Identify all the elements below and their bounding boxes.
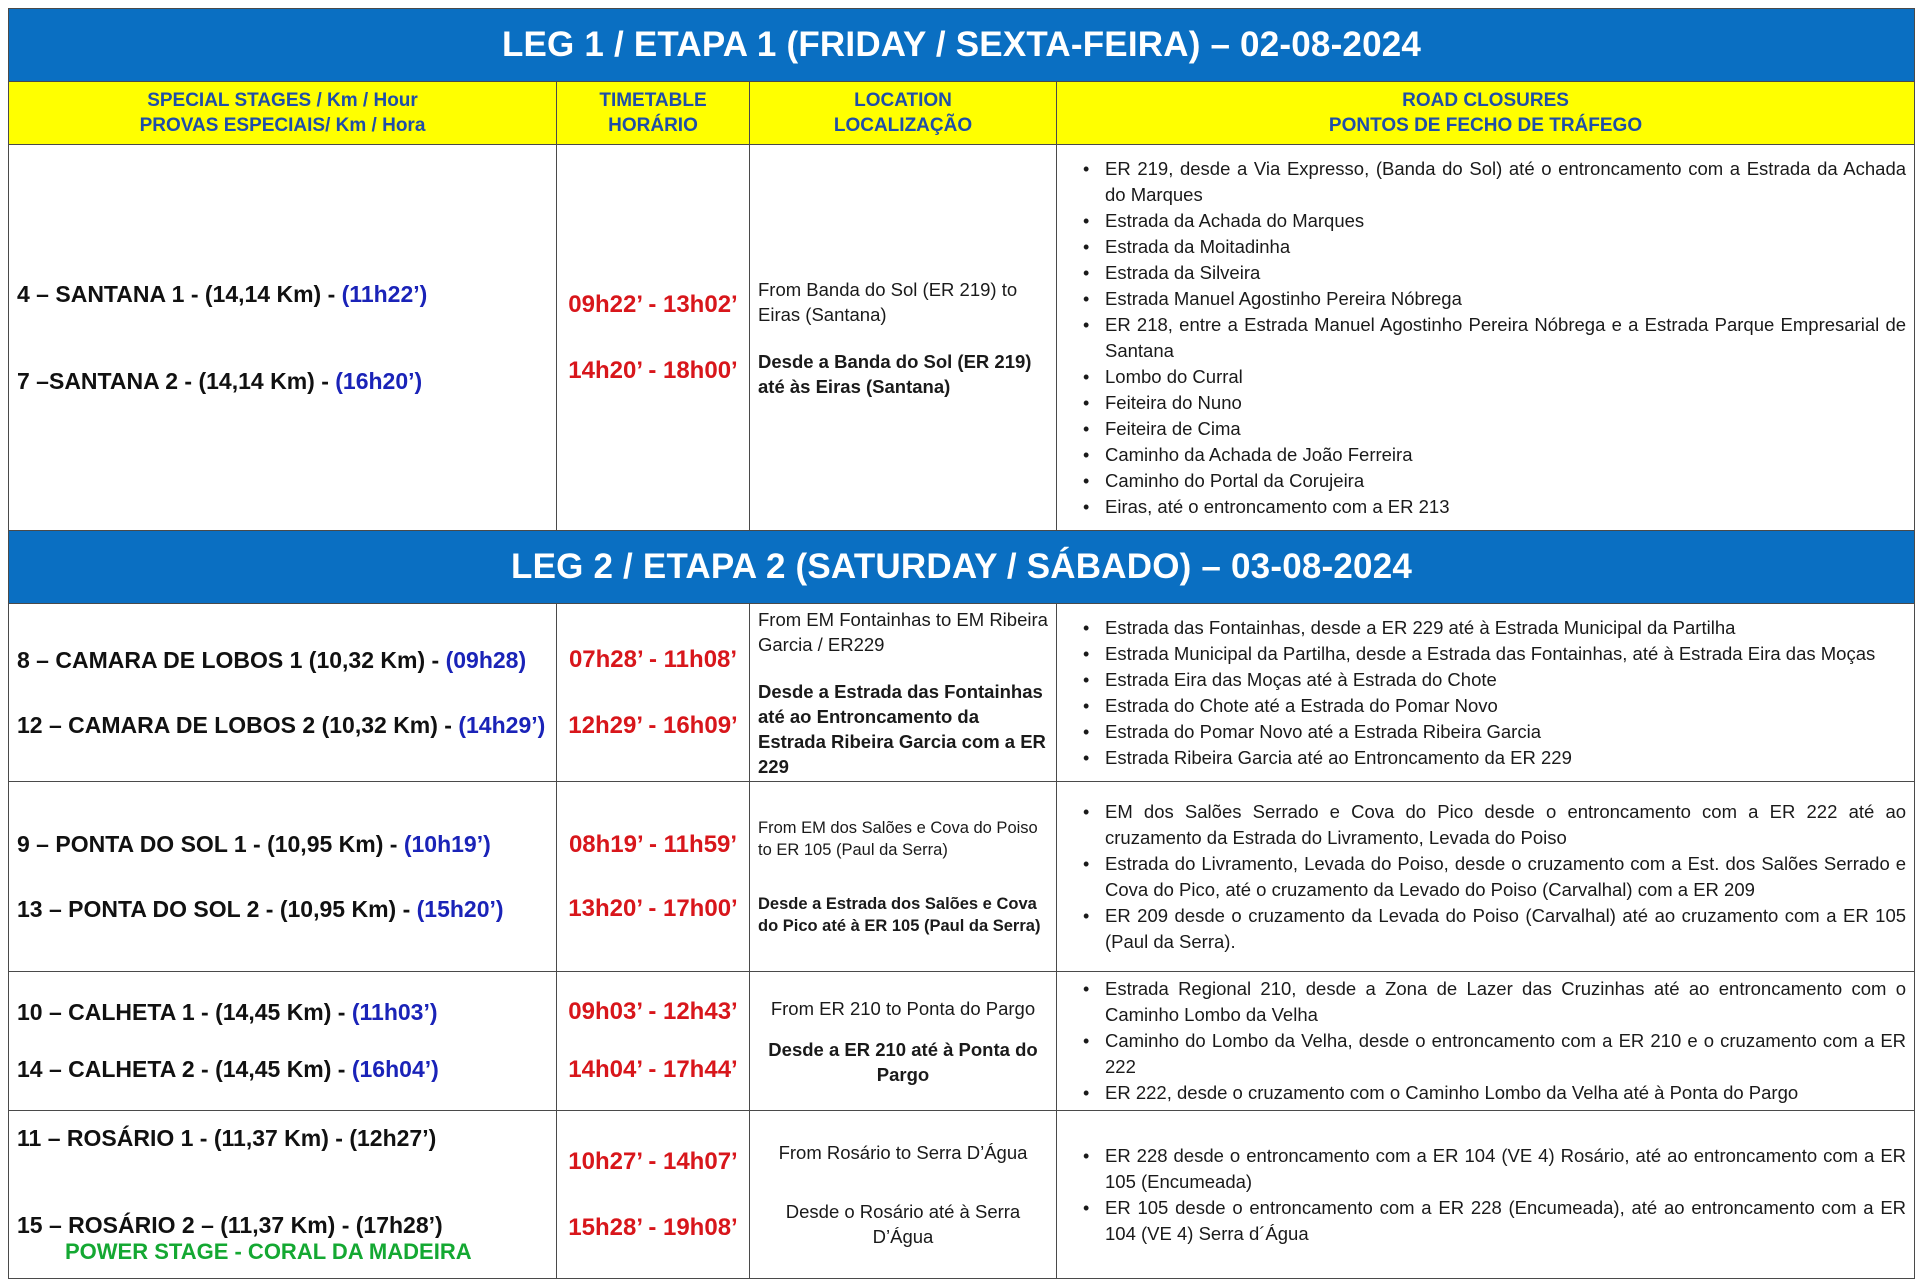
timetable-slot: 14h20’ - 18h00’ — [568, 356, 738, 384]
road-closures-list — [1083, 1143, 1906, 1247]
road-closure-item: • Estrada da Silveira — [1083, 260, 1906, 286]
stage-line — [17, 1125, 556, 1152]
location-cell — [750, 145, 1057, 531]
stage-line — [17, 831, 556, 858]
stage-line — [17, 999, 556, 1026]
stage-row-rosario — [9, 1111, 1915, 1279]
stage-start-time: (15h20’) — [416, 895, 504, 922]
leg2-title: LEG 2 / ETAPA 2 (SATURDAY / SÁBADO) – 03-08-2024 — [9, 531, 1915, 604]
road-closure-item: • Lombo do Curral — [1083, 364, 1906, 390]
stage-line — [17, 896, 556, 923]
road-closure-item: • ER 228 desde o entroncamento com a ER 104 (VE 4) Rosário, até ao entroncamento com a ER 105 (Encumeada) — [1083, 1143, 1906, 1195]
stage-name: 14 – CALHETA 2 - (14,45 Km) - — [17, 1056, 352, 1082]
road-closure-item: • Estrada da Moitadinha — [1083, 234, 1906, 260]
road-closures-list — [1083, 615, 1906, 771]
stage-cell — [9, 604, 557, 782]
timetable-cell — [557, 972, 750, 1111]
col-header-closures-pt: PONTOS DE FECHO DE TRÁFEGO — [1328, 115, 1643, 136]
location-pt: Desde a Estrada dos Salões e Cova do Pico até à ER 105 (Paul da Serra) — [758, 894, 1041, 935]
schedule-table — [8, 8, 1915, 1279]
stage-name: 13 – PONTA DO SOL 2 - (10,95 Km) - — [17, 895, 417, 922]
timetable-slot: 09h22’ - 13h02’ — [568, 290, 738, 318]
location-cell — [750, 604, 1057, 782]
road-closures-list — [1083, 799, 1906, 955]
road-closure-item: • ER 218, entre a Estrada Manuel Agostinho Pereira Nóbrega e a Estrada Parque Empresarial de Santana — [1083, 312, 1906, 364]
location-en: From Rosário to Serra D’Água — [778, 1142, 1028, 1163]
location-cell — [750, 782, 1057, 972]
road-closure-item: • Estrada do Pomar Novo até a Estrada Ribeira Garcia — [1083, 719, 1906, 745]
stage-cell — [9, 145, 557, 531]
timetable-slot: 12h29’ - 16h09’ — [568, 711, 738, 739]
timetable-slot: 10h27’ - 14h07’ — [568, 1147, 738, 1175]
stage-line — [17, 1056, 556, 1083]
stage-line — [17, 281, 556, 308]
location-pt: Desde a Estrada das Fontainhas até ao Entroncamento da Estrada Ribeira Garcia com a ER 229 — [758, 680, 1046, 777]
col-header-timetable-en: TIMETABLE — [599, 90, 707, 111]
timetable-slot: 07h28’ - 11h08’ — [568, 645, 738, 673]
leg1-header-row — [9, 9, 1915, 82]
road-closure-item: • Estrada Manuel Agostinho Pereira Nóbrega — [1083, 286, 1906, 312]
road-closure-item: • ER 105 desde o entroncamento com a ER 228 (Encumeada), até ao entroncamento com a ER 104 (VE 4) Serra d´Água — [1083, 1195, 1906, 1247]
road-closures-cell — [1057, 1111, 1915, 1279]
road-closure-item: • Feiteira do Nuno — [1083, 390, 1906, 416]
road-closure-item: • EM dos Salões Serrado e Cova do Pico desde o entroncamento com a ER 222 até ao cruzamento da Estrada do Livramento, Levada do Poiso — [1083, 799, 1906, 851]
stage-line — [17, 368, 556, 395]
timetable-cell — [557, 1111, 750, 1279]
road-closures-cell — [1057, 604, 1915, 782]
stage-row-ponta-do-sol — [9, 782, 1915, 972]
stage-start-time: (10h19’) — [403, 830, 491, 857]
road-closure-item: • Caminho do Lombo da Velha, desde o entroncamento com a ER 210 e o cruzamento com a ER 222 — [1083, 1028, 1906, 1080]
road-closure-item: • Estrada da Achada do Marques — [1083, 208, 1906, 234]
column-header-row — [9, 82, 1915, 145]
stage-name: 15 – ROSÁRIO 2 – (11,37 Km) - (17h28’) — [17, 1211, 443, 1238]
road-closures-cell — [1057, 972, 1915, 1111]
road-closures-cell — [1057, 782, 1915, 972]
stage-name: 7 –SANTANA 2 - (14,14 Km) - — [17, 367, 336, 394]
col-header-timetable-pt: HORÁRIO — [608, 115, 698, 136]
road-closure-item: • ER 222, desde o cruzamento com o Caminho Lombo da Velha até à Ponta do Pargo — [1083, 1080, 1906, 1106]
col-header-closures-en: ROAD CLOSURES — [1402, 90, 1569, 111]
location-en: From Banda do Sol (ER 219) to Eiras (Santana) — [758, 278, 1018, 325]
stage-name: 9 – PONTA DO SOL 1 - (10,95 Km) - — [17, 830, 404, 857]
road-closure-item: • Caminho da Achada de João Ferreira — [1083, 442, 1906, 468]
stage-name: 11 – ROSÁRIO 1 - (11,37 Km) - (12h27’) — [17, 1124, 437, 1151]
road-closures-list — [1083, 976, 1906, 1106]
col-header-stages-pt: PROVAS ESPECIAIS/ Km / Hora — [139, 115, 426, 136]
road-closure-item: • Estrada Municipal da Partilha, desde a Estrada das Fontainhas, até à Estrada Eira das Moças — [1083, 641, 1906, 667]
stage-start-time: (09h28) — [445, 646, 527, 673]
col-header-location-en: LOCATION — [854, 90, 952, 111]
location-en: From ER 210 to Ponta do Pargo — [770, 997, 1036, 1019]
location-cell — [750, 972, 1057, 1111]
stage-start-time: (11h03’) — [351, 999, 438, 1025]
stage-name: 12 – CAMARA DE LOBOS 2 (10,32 Km) - — [17, 711, 459, 738]
stage-line — [17, 1212, 556, 1239]
stage-start-time: (11h22’) — [341, 280, 428, 307]
col-header-stages — [9, 82, 557, 145]
stage-name: 4 – SANTANA 1 - (14,14 Km) - — [17, 280, 342, 307]
rally-schedule-sheet — [8, 8, 1914, 1279]
stage-start-time: (16h04’) — [351, 1056, 439, 1082]
location-en: From EM dos Salões e Cova do Poiso to ER 105 (Paul da Serra) — [758, 818, 1038, 859]
stage-cell — [9, 972, 557, 1111]
road-closure-item: • Estrada Ribeira Garcia até ao Entroncamento da ER 229 — [1083, 745, 1906, 771]
location-pt: Desde o Rosário até à Serra D’Água — [785, 1201, 1021, 1247]
leg2-header-row — [9, 531, 1915, 604]
road-closure-item: • Caminho do Portal da Corujeira — [1083, 468, 1906, 494]
road-closure-item: • Estrada Eira das Moças até à Estrada do Chote — [1083, 667, 1906, 693]
stage-row-camara-de-lobos — [9, 604, 1915, 782]
timetable-slot: 15h28’ - 19h08’ — [568, 1213, 738, 1241]
col-header-location-pt: LOCALIZAÇÃO — [833, 115, 973, 136]
col-header-closures — [1057, 82, 1915, 145]
road-closure-item: • Estrada do Livramento, Levada do Poiso, desde o cruzamento com a Est. dos Salões Serrado e Cova do Pico, até o cruzamento da Levado do Poiso (Carvalhal) com a ER 209 — [1083, 851, 1906, 903]
stage-start-time: (14h29’) — [458, 711, 546, 738]
leg1-title: LEG 1 / ETAPA 1 (FRIDAY / SEXTA-FEIRA) – 02-08-2024 — [9, 9, 1915, 82]
road-closure-item: • ER 209 desde o cruzamento da Levada do Poiso (Carvalhal) até ao cruzamento com a ER 105 (Paul da Serra). — [1083, 903, 1906, 955]
location-pt: Desde a Banda do Sol (ER 219) até às Eiras (Santana) — [758, 350, 1032, 397]
location-cell — [750, 1111, 1057, 1279]
road-closure-item: • Estrada das Fontainhas, desde a ER 229 até à Estrada Municipal da Partilha — [1083, 615, 1906, 641]
stage-name: 10 – CALHETA 1 - (14,45 Km) - — [17, 999, 352, 1025]
col-header-location — [750, 82, 1057, 145]
col-header-timetable — [557, 82, 750, 145]
stage-cell — [9, 782, 557, 972]
timetable-slot: 14h04’ - 17h44’ — [568, 1056, 738, 1083]
stage-cell — [9, 1111, 557, 1279]
col-header-stages-en: SPECIAL STAGES / Km / Hour — [147, 90, 418, 111]
timetable-slot: 08h19’ - 11h59’ — [568, 830, 738, 858]
stage-line — [17, 712, 556, 739]
power-stage-label: POWER STAGE - CORAL DA MADEIRA — [65, 1238, 472, 1264]
road-closures-cell — [1057, 145, 1915, 531]
road-closure-item: • Eiras, até o entroncamento com a ER 213 — [1083, 494, 1906, 520]
road-closure-item: • ER 219, desde a Via Expresso, (Banda do Sol) até o entroncamento com a Estrada da Achada do Marques — [1083, 156, 1906, 208]
location-en: From EM Fontainhas to EM Ribeira Garcia / ER229 — [758, 608, 1048, 655]
road-closure-item: • Estrada Regional 210, desde a Zona de Lazer das Cruzinhas até ao entroncamento com o Caminho Lombo da Velha — [1083, 976, 1906, 1028]
stage-row-santana — [9, 145, 1915, 531]
timetable-slot: 13h20’ - 17h00’ — [568, 894, 738, 922]
stage-row-calheta — [9, 972, 1915, 1111]
timetable-slot: 09h03’ - 12h43’ — [568, 998, 738, 1025]
timetable-cell — [557, 145, 750, 531]
location-pt: Desde a ER 210 até à Ponta do Pargo — [768, 1038, 1038, 1085]
stage-line — [17, 647, 556, 674]
stage-start-time: (16h20’) — [335, 367, 423, 394]
road-closure-item: • Feiteira de Cima — [1083, 416, 1906, 442]
timetable-cell — [557, 604, 750, 782]
road-closures-list — [1083, 156, 1906, 520]
stage-name: 8 – CAMARA DE LOBOS 1 (10,32 Km) - — [17, 646, 446, 673]
road-closure-item: • Estrada do Chote até a Estrada do Pomar Novo — [1083, 693, 1906, 719]
timetable-cell — [557, 782, 750, 972]
